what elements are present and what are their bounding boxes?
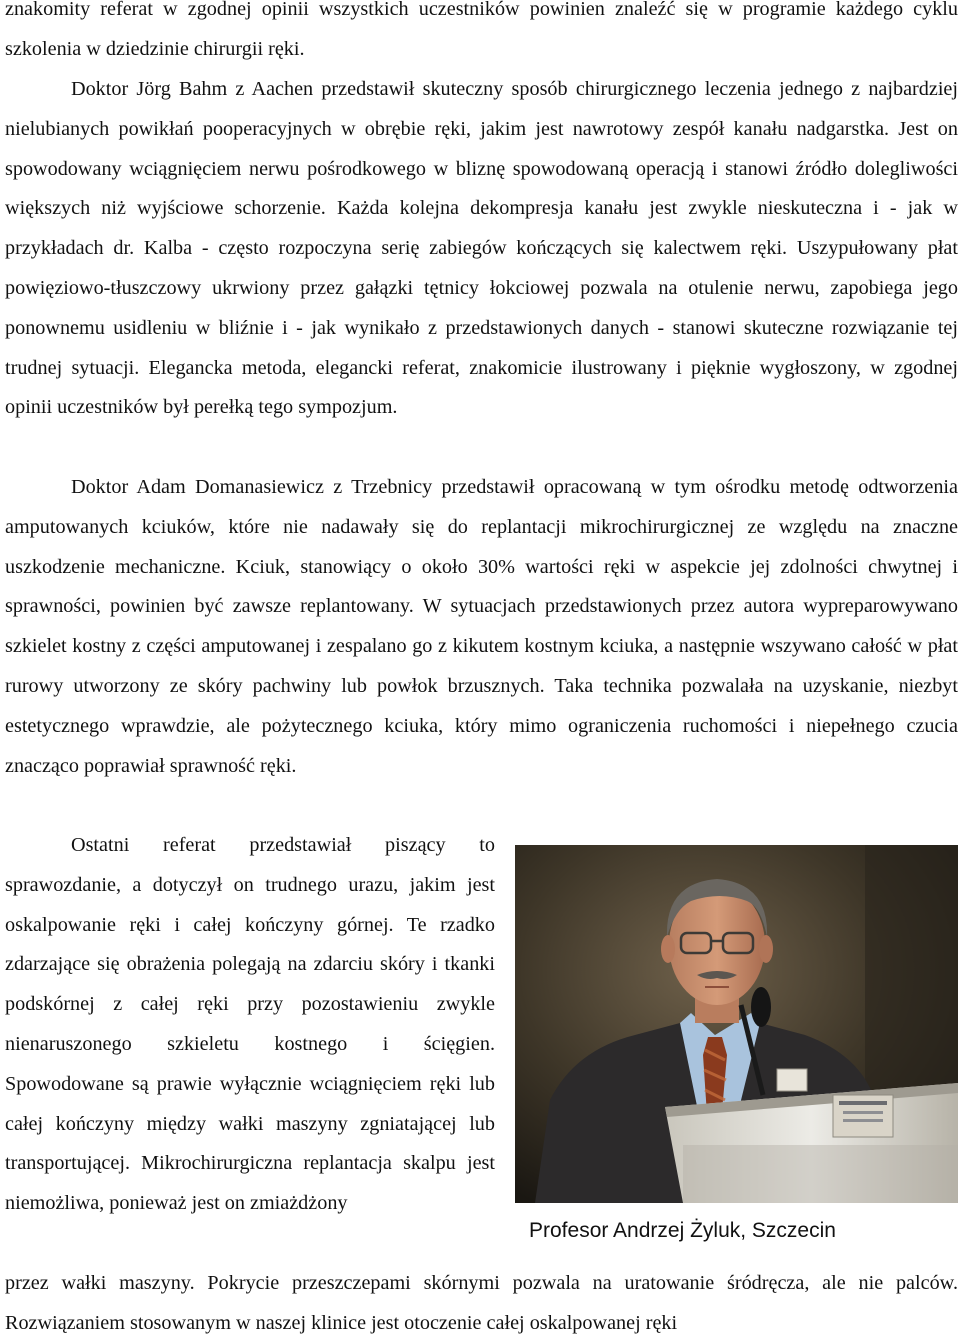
speaker-photo <box>515 845 958 1203</box>
speaker-photo-illustration <box>515 845 958 1203</box>
paragraph-continuation: znakomity referat w zgodnej opinii wszystkich uczestników powinien znaleźć się w programie każdego cyklu szkolenia w dziedzinie chirurgii ręki. <box>5 0 958 60</box>
paragraph-zyluk-report: Ostatni referat przedstawiał piszący to sprawozdanie, a dotyczył on trudnego urazu, jakim jest oskalpowanie ręki i całej kończyny górnej. Te rzadko zdarzające się obrażenia polegają na zdarciu skóry i tkanki podskórnej z całej ręki przy pozostawieniu zwykle nienaruszonego szkieletu kostnego i ścięgien. Spowodowane są prawie wyłącznie wciągnięciem ręki lub całej kończyny między wałki maszyny zgniatającej lub transportującej. Mikrochirurgiczna replantacja skalpu jest niemożliwa, ponieważ jest on zmiażdżony <box>5 834 495 1215</box>
paragraph-domanasiewicz-report: Doktor Adam Domanasiewicz z Trzebnicy przedstawił opracowaną w tym ośrodku metodę odtworzenia amputowanych kciuków, które nie nadawały się do replantacji mikrochirurgicznej ze względu na znaczne uszkodzenie mechaniczne. Kciuk, stanowiący o około 30% wartości ręki w aspekcie jej zdolności chwytnej i sprawności, powinien być zawsze replantowany. W sytuacjach przedstawionych przez autora wypreparowywano szkielet kostny z części amputowanej i zespalano go z kikutem kostnym kciuka, a następnie wszywano całość w płat rurowy utworzony ze skóry pachwiny lub powłok brzusznych. Taka technika pozwalała na uzyskanie, niezbyt estetycznego wprawdzie, ale pożytecznego kciuka, który mimo ograniczenia ruchomości i niepełnego czucia znacząco poprawiał sprawność ręki. <box>5 476 958 777</box>
paragraph-zyluk-report-continued: przez wałki maszyny. Pokrycie przeszczepami skórnymi pozwala na uratowanie śródręcza, ale nie palców. Rozwiązaniem stosowanym w naszej klinice jest otoczenie całej oskalpowanej ręki <box>5 1272 958 1334</box>
paragraph-bahm-report: Doktor Jörg Bahm z Aachen przedstawił skuteczny sposób chirurgicznego leczenia jednego z najbardziej nielubianych powikłań pooperacyjnych w obrębie ręki, jakim jest nawrotowy zespół kanału nadgarstka. Jest on spowodowany wciągnięciem nerwu pośrodkowego w bliznę spowodowaną operacją i stanowi źródło dolegliwości większych niż wyjściowe schorzenie. Każda kolejna dekompresja kanału jest zwykle nieskuteczna i - jak w przykładach dr. Kalba - często rozpoczyna serię zabiegów kończących się kalectwem ręki. Uszypułowany płat powięziowo-tłuszczowy ukrwiony przez gałązki tętnicy łokciowej pozwala na otulenie nerwu, zapobiega jego ponownemu usidleniu w bliźnie i - jak wynikało z przedstawionych danych - stanowi skuteczne rozwiązanie tej trudnej sytuacji. Elegancka metoda, elegancki referat, znakomicie ilustrowany i pięknie wygłoszony, w zgodnej opinii uczestników był perełką tego sympozjum. <box>5 78 958 419</box>
photo-caption: Profesor Andrzej Żyluk, Szczecin <box>529 1219 836 1242</box>
